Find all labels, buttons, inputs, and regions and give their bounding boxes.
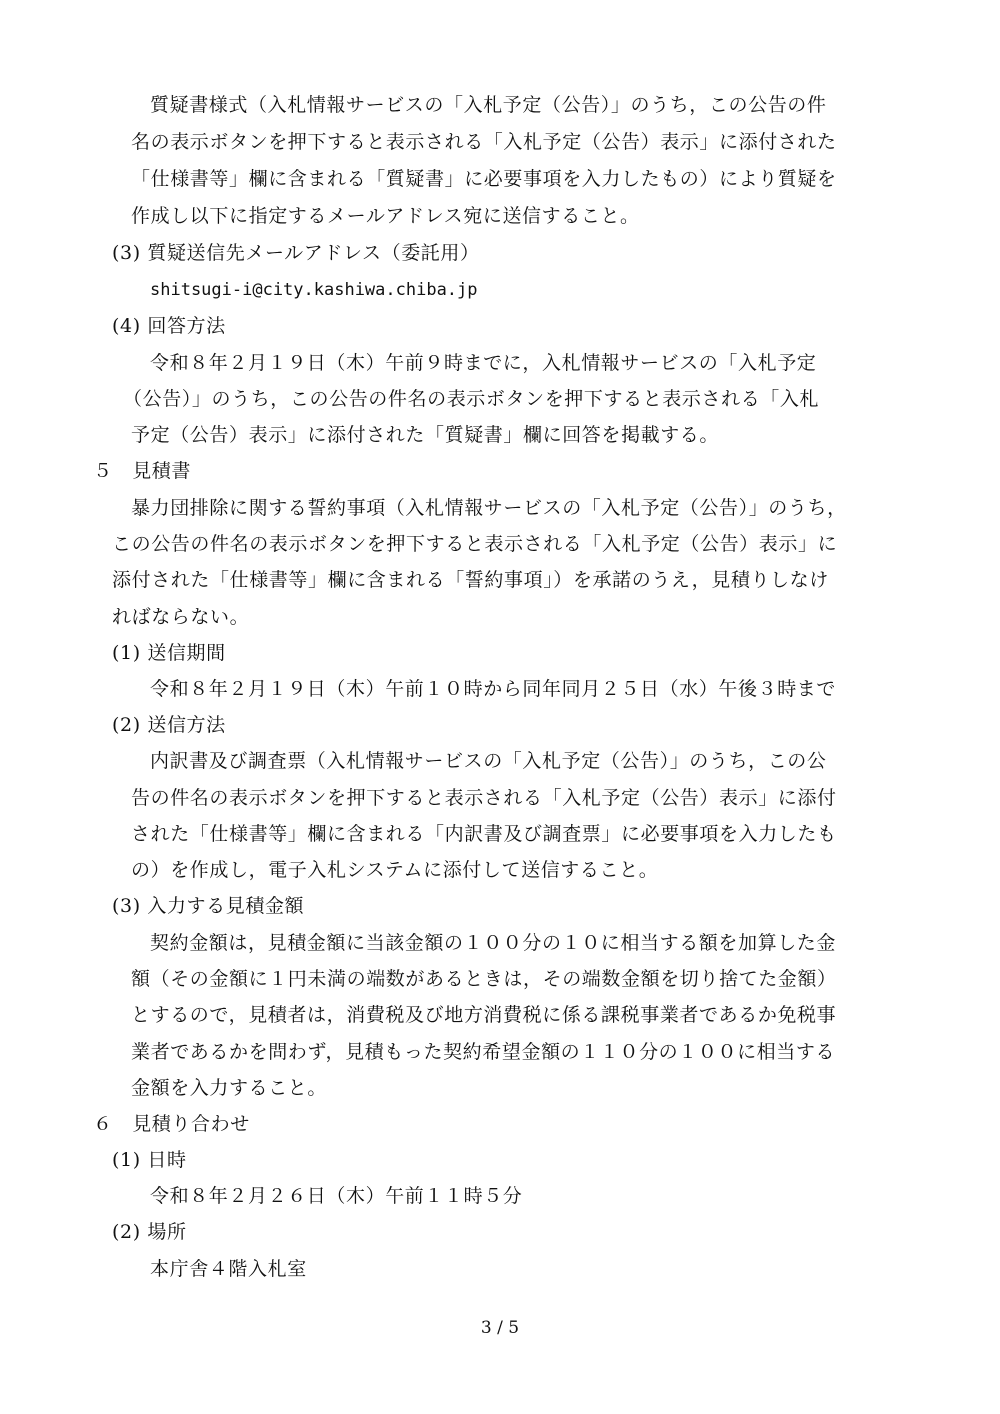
section-heading: (3) 入力する見積金額 (112, 895, 305, 917)
paragraph-line: 作成し以下に指定するメールアドレス宛に送信すること。 (131, 205, 640, 227)
paragraph-line: 額（その金額に１円未満の端数があるときは，その端数金額を切り捨てた金額） (131, 968, 837, 990)
paragraph-line: ればならない。 (112, 606, 250, 628)
paragraph-line: 名の表示ボタンを押下すると表示される「入札予定（公告）表示」に添付された (131, 131, 837, 153)
paragraph-line: 令和８年２月２６日（木）午前１１時５分 (150, 1185, 523, 1207)
section-heading: ５ 見積書 (93, 460, 192, 482)
section-heading: ６ 見積り合わせ (93, 1113, 250, 1135)
section-heading: (3) 質疑送信先メールアドレス（委託用） (112, 242, 480, 264)
section-heading: (1) 送信期間 (112, 642, 226, 664)
paragraph-line: 告の件名の表示ボタンを押下すると表示される「入札予定（公告）表示」に添付 (131, 787, 837, 809)
paragraph-line: （公告）」のうち，この公告の件名の表示ボタンを押下すると表示される「入札 (123, 388, 820, 410)
paragraph-line: 添付された「仕様書等」欄に含まれる「誓約事項」）を承諾のうえ，見積りしなけ (112, 569, 829, 591)
section-heading: (2) 場所 (112, 1221, 187, 1243)
paragraph-line: 「仕様書等」欄に含まれる「質疑書」に必要事項を入力したもの）により質疑を (131, 168, 837, 190)
paragraph-line: 予定（公告）表示」に添付された「質疑書」欄に回答を掲載する。 (131, 424, 720, 446)
paragraph-line: された「仕様書等」欄に含まれる「内訳書及び調査票」に必要事項を入力したも (131, 823, 837, 845)
section-heading: (2) 送信方法 (112, 714, 226, 736)
paragraph-line: 金額を入力すること。 (131, 1077, 328, 1099)
paragraph-line: 契約金額は，見積金額に当該金額の１００分の１０に相当する額を加算した金 (150, 932, 837, 954)
paragraph-line: 業者であるかを問わず，見積もった契約希望金額の１１０分の１００に相当する (131, 1041, 836, 1063)
paragraph-line: 令和８年２月１９日（木）午前９時までに，入札情報サービスの「入札予定 (150, 352, 817, 374)
paragraph-line: の）を作成し，電子入札システムに添付して送信すること。 (131, 859, 659, 881)
paragraph-line: 内訳書及び調査票（入札情報サービスの「入札予定（公告）」のうち，この公 (150, 750, 827, 772)
paragraph-line: とするので，見積者は，消費税及び地方消費税に係る課税事業者であるか免税事 (131, 1004, 837, 1026)
paragraph-line: 暴力団排除に関する誓約事項（入札情報サービスの「入札予定（公告）」のうち， (131, 497, 847, 519)
paragraph-line: 質疑書様式（入札情報サービスの「入札予定（公告）」のうち，この公告の件 (150, 94, 827, 116)
section-heading: (4) 回答方法 (112, 315, 226, 337)
email-address: shitsugi-i@city.kashiwa.chiba.jp (150, 280, 478, 300)
section-heading: (1) 日時 (112, 1149, 187, 1171)
page-number: 3 / 5 (480, 1318, 520, 1338)
paragraph-line: 本庁舎４階入札室 (150, 1258, 307, 1280)
paragraph-line: 令和８年２月１９日（木）午前１０時から同年同月２５日（水）午後３時まで (150, 678, 837, 700)
paragraph-line: この公告の件名の表示ボタンを押下すると表示される「入札予定（公告）表示」に (112, 533, 838, 555)
